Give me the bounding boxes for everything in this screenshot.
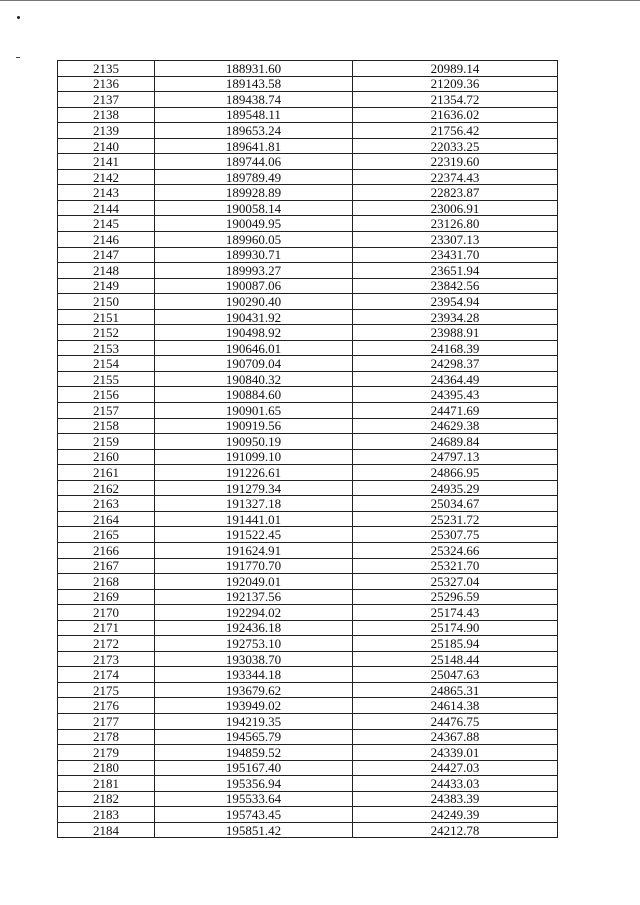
x-coordinate-cell: 190884.60 xyxy=(155,387,353,403)
point-number-cell: 2178 xyxy=(58,729,155,745)
x-coordinate-cell: 192436.18 xyxy=(155,620,353,636)
table-row xyxy=(58,247,558,263)
point-number-cell: 2154 xyxy=(58,356,155,372)
point-number-cell: 2179 xyxy=(58,745,155,761)
x-coordinate-cell: 193344.18 xyxy=(155,667,353,683)
x-coordinate-cell: 192137.56 xyxy=(155,589,353,605)
point-number-cell: 2184 xyxy=(58,822,155,838)
point-number-cell: 2143 xyxy=(58,185,155,201)
y-coordinate-cell: 24476.75 xyxy=(353,713,558,729)
point-number-cell: 2170 xyxy=(58,605,155,621)
point-number-cell: 2173 xyxy=(58,651,155,667)
table-row xyxy=(58,807,558,823)
table-row xyxy=(58,263,558,279)
table-row xyxy=(58,356,558,372)
y-coordinate-cell: 23954.94 xyxy=(353,294,558,310)
x-coordinate-cell: 190087.06 xyxy=(155,278,353,294)
x-coordinate-cell: 191327.18 xyxy=(155,496,353,512)
point-number-cell: 2156 xyxy=(58,387,155,403)
table-row xyxy=(58,92,558,108)
x-coordinate-cell: 191441.01 xyxy=(155,511,353,527)
table-row xyxy=(58,651,558,667)
y-coordinate-cell: 24433.03 xyxy=(353,776,558,792)
x-coordinate-cell: 189641.81 xyxy=(155,138,353,154)
table-row xyxy=(58,682,558,698)
table-row xyxy=(58,185,558,201)
y-coordinate-cell: 25324.66 xyxy=(353,542,558,558)
table-row xyxy=(58,636,558,652)
x-coordinate-cell: 191770.70 xyxy=(155,558,353,574)
y-coordinate-cell: 21636.02 xyxy=(353,107,558,123)
table-row xyxy=(58,325,558,341)
x-coordinate-cell: 192294.02 xyxy=(155,605,353,621)
table-row xyxy=(58,620,558,636)
y-coordinate-cell: 24629.38 xyxy=(353,418,558,434)
y-coordinate-cell: 23126.80 xyxy=(353,216,558,232)
page-top-edge xyxy=(0,0,640,1)
y-coordinate-cell: 24367.88 xyxy=(353,729,558,745)
y-coordinate-cell: 25174.43 xyxy=(353,605,558,621)
point-number-cell: 2166 xyxy=(58,542,155,558)
x-coordinate-cell: 193949.02 xyxy=(155,698,353,714)
table-row xyxy=(58,465,558,481)
table-row xyxy=(58,729,558,745)
point-number-cell: 2136 xyxy=(58,76,155,92)
table-row xyxy=(58,76,558,92)
x-coordinate-cell: 189993.27 xyxy=(155,263,353,279)
x-coordinate-cell: 189930.71 xyxy=(155,247,353,263)
y-coordinate-cell: 24614.38 xyxy=(353,698,558,714)
table-row xyxy=(58,340,558,356)
point-number-cell: 2139 xyxy=(58,123,155,139)
point-number-cell: 2183 xyxy=(58,807,155,823)
x-coordinate-cell: 194219.35 xyxy=(155,713,353,729)
table-row xyxy=(58,387,558,403)
y-coordinate-cell: 22823.87 xyxy=(353,185,558,201)
point-number-cell: 2181 xyxy=(58,776,155,792)
coordinate-table xyxy=(57,60,558,838)
table-row xyxy=(58,418,558,434)
x-coordinate-cell: 190290.40 xyxy=(155,294,353,310)
y-coordinate-cell: 23307.13 xyxy=(353,232,558,248)
x-coordinate-cell: 189789.49 xyxy=(155,169,353,185)
y-coordinate-cell: 23842.56 xyxy=(353,278,558,294)
point-number-cell: 2147 xyxy=(58,247,155,263)
point-number-cell: 2155 xyxy=(58,371,155,387)
point-number-cell: 2153 xyxy=(58,340,155,356)
table-row xyxy=(58,216,558,232)
table-row xyxy=(58,200,558,216)
table-row xyxy=(58,371,558,387)
point-number-cell: 2138 xyxy=(58,107,155,123)
point-number-cell: 2141 xyxy=(58,154,155,170)
table-row xyxy=(58,480,558,496)
y-coordinate-cell: 24395.43 xyxy=(353,387,558,403)
point-number-cell: 2140 xyxy=(58,138,155,154)
table-row xyxy=(58,542,558,558)
table-row xyxy=(58,776,558,792)
table-row xyxy=(58,294,558,310)
table-row xyxy=(58,511,558,527)
x-coordinate-cell: 190840.32 xyxy=(155,371,353,387)
point-number-cell: 2148 xyxy=(58,263,155,279)
y-coordinate-cell: 25231.72 xyxy=(353,511,558,527)
point-number-cell: 2158 xyxy=(58,418,155,434)
table-row xyxy=(58,123,558,139)
x-coordinate-cell: 195356.94 xyxy=(155,776,353,792)
x-coordinate-cell: 191099.10 xyxy=(155,449,353,465)
y-coordinate-cell: 24298.37 xyxy=(353,356,558,372)
point-number-cell: 2137 xyxy=(58,92,155,108)
table-row xyxy=(58,822,558,838)
x-coordinate-cell: 189928.89 xyxy=(155,185,353,201)
point-number-cell: 2142 xyxy=(58,169,155,185)
y-coordinate-cell: 23988.91 xyxy=(353,325,558,341)
point-number-cell: 2157 xyxy=(58,403,155,419)
table-row xyxy=(58,558,558,574)
table-row xyxy=(58,434,558,450)
y-coordinate-cell: 22033.25 xyxy=(353,138,558,154)
table-row xyxy=(58,589,558,605)
y-coordinate-cell: 25296.59 xyxy=(353,589,558,605)
x-coordinate-cell: 191226.61 xyxy=(155,465,353,481)
x-coordinate-cell: 193038.70 xyxy=(155,651,353,667)
table-row xyxy=(58,496,558,512)
table-row xyxy=(58,309,558,325)
y-coordinate-cell: 24471.69 xyxy=(353,403,558,419)
y-coordinate-cell: 25034.67 xyxy=(353,496,558,512)
table-row xyxy=(58,278,558,294)
y-coordinate-cell: 24935.29 xyxy=(353,480,558,496)
table-row xyxy=(58,760,558,776)
point-number-cell: 2159 xyxy=(58,434,155,450)
y-coordinate-cell: 24427.03 xyxy=(353,760,558,776)
point-number-cell: 2180 xyxy=(58,760,155,776)
x-coordinate-cell: 188931.60 xyxy=(155,61,353,77)
coordinate-table-body xyxy=(58,61,558,838)
point-number-cell: 2163 xyxy=(58,496,155,512)
y-coordinate-cell: 22374.43 xyxy=(353,169,558,185)
point-number-cell: 2161 xyxy=(58,465,155,481)
x-coordinate-cell: 192753.10 xyxy=(155,636,353,652)
x-coordinate-cell: 189548.11 xyxy=(155,107,353,123)
x-coordinate-cell: 195533.64 xyxy=(155,791,353,807)
x-coordinate-cell: 190646.01 xyxy=(155,340,353,356)
table-row xyxy=(58,169,558,185)
table-row xyxy=(58,605,558,621)
x-coordinate-cell: 189960.05 xyxy=(155,232,353,248)
table-row xyxy=(58,61,558,77)
x-coordinate-cell: 190901.65 xyxy=(155,403,353,419)
x-coordinate-cell: 190498.92 xyxy=(155,325,353,341)
y-coordinate-cell: 24339.01 xyxy=(353,745,558,761)
point-number-cell: 2167 xyxy=(58,558,155,574)
point-number-cell: 2135 xyxy=(58,61,155,77)
point-number-cell: 2174 xyxy=(58,667,155,683)
y-coordinate-cell: 22319.60 xyxy=(353,154,558,170)
point-number-cell: 2172 xyxy=(58,636,155,652)
table-row xyxy=(58,791,558,807)
y-coordinate-cell: 25047.63 xyxy=(353,667,558,683)
y-coordinate-cell: 23006.91 xyxy=(353,200,558,216)
y-coordinate-cell: 24866.95 xyxy=(353,465,558,481)
x-coordinate-cell: 194565.79 xyxy=(155,729,353,745)
table-row xyxy=(58,449,558,465)
y-coordinate-cell: 25307.75 xyxy=(353,527,558,543)
point-number-cell: 2169 xyxy=(58,589,155,605)
x-coordinate-cell: 190431.92 xyxy=(155,309,353,325)
y-coordinate-cell: 24797.13 xyxy=(353,449,558,465)
point-number-cell: 2145 xyxy=(58,216,155,232)
table-row xyxy=(58,107,558,123)
y-coordinate-cell: 24249.39 xyxy=(353,807,558,823)
x-coordinate-cell: 189744.06 xyxy=(155,154,353,170)
point-number-cell: 2160 xyxy=(58,449,155,465)
y-coordinate-cell: 24383.39 xyxy=(353,791,558,807)
x-coordinate-cell: 192049.01 xyxy=(155,574,353,590)
table-row xyxy=(58,138,558,154)
x-coordinate-cell: 194859.52 xyxy=(155,745,353,761)
x-coordinate-cell: 191279.34 xyxy=(155,480,353,496)
y-coordinate-cell: 21354.72 xyxy=(353,92,558,108)
point-number-cell: 2168 xyxy=(58,574,155,590)
point-number-cell: 2162 xyxy=(58,480,155,496)
x-coordinate-cell: 190950.19 xyxy=(155,434,353,450)
point-number-cell: 2152 xyxy=(58,325,155,341)
table-row xyxy=(58,154,558,170)
table-row xyxy=(58,745,558,761)
x-coordinate-cell: 190058.14 xyxy=(155,200,353,216)
y-coordinate-cell: 25174.90 xyxy=(353,620,558,636)
x-coordinate-cell: 189653.24 xyxy=(155,123,353,139)
y-coordinate-cell: 25185.94 xyxy=(353,636,558,652)
point-number-cell: 2144 xyxy=(58,200,155,216)
y-coordinate-cell: 24689.84 xyxy=(353,434,558,450)
point-number-cell: 2150 xyxy=(58,294,155,310)
point-number-cell: 2182 xyxy=(58,791,155,807)
y-coordinate-cell: 20989.14 xyxy=(353,61,558,77)
y-coordinate-cell: 21209.36 xyxy=(353,76,558,92)
x-coordinate-cell: 190709.04 xyxy=(155,356,353,372)
margin-tick xyxy=(16,57,20,58)
table-row xyxy=(58,667,558,683)
y-coordinate-cell: 25148.44 xyxy=(353,651,558,667)
table-row xyxy=(58,713,558,729)
point-number-cell: 2165 xyxy=(58,527,155,543)
x-coordinate-cell: 191624.91 xyxy=(155,542,353,558)
y-coordinate-cell: 21756.42 xyxy=(353,123,558,139)
margin-mark xyxy=(17,16,20,19)
x-coordinate-cell: 189143.58 xyxy=(155,76,353,92)
y-coordinate-cell: 23651.94 xyxy=(353,263,558,279)
x-coordinate-cell: 193679.62 xyxy=(155,682,353,698)
point-number-cell: 2164 xyxy=(58,511,155,527)
x-coordinate-cell: 195167.40 xyxy=(155,760,353,776)
x-coordinate-cell: 189438.74 xyxy=(155,92,353,108)
point-number-cell: 2175 xyxy=(58,682,155,698)
x-coordinate-cell: 195743.45 xyxy=(155,807,353,823)
y-coordinate-cell: 25327.04 xyxy=(353,574,558,590)
y-coordinate-cell: 23934.28 xyxy=(353,309,558,325)
x-coordinate-cell: 191522.45 xyxy=(155,527,353,543)
x-coordinate-cell: 195851.42 xyxy=(155,822,353,838)
point-number-cell: 2176 xyxy=(58,698,155,714)
table-row xyxy=(58,527,558,543)
x-coordinate-cell: 190919.56 xyxy=(155,418,353,434)
y-coordinate-cell: 24212.78 xyxy=(353,822,558,838)
y-coordinate-cell: 25321.70 xyxy=(353,558,558,574)
point-number-cell: 2146 xyxy=(58,232,155,248)
point-number-cell: 2149 xyxy=(58,278,155,294)
table-row xyxy=(58,574,558,590)
point-number-cell: 2151 xyxy=(58,309,155,325)
table-row xyxy=(58,232,558,248)
y-coordinate-cell: 24168.39 xyxy=(353,340,558,356)
point-number-cell: 2177 xyxy=(58,713,155,729)
y-coordinate-cell: 23431.70 xyxy=(353,247,558,263)
x-coordinate-cell: 190049.95 xyxy=(155,216,353,232)
point-number-cell: 2171 xyxy=(58,620,155,636)
y-coordinate-cell: 24364.49 xyxy=(353,371,558,387)
table-row xyxy=(58,698,558,714)
table-row xyxy=(58,403,558,419)
y-coordinate-cell: 24865.31 xyxy=(353,682,558,698)
